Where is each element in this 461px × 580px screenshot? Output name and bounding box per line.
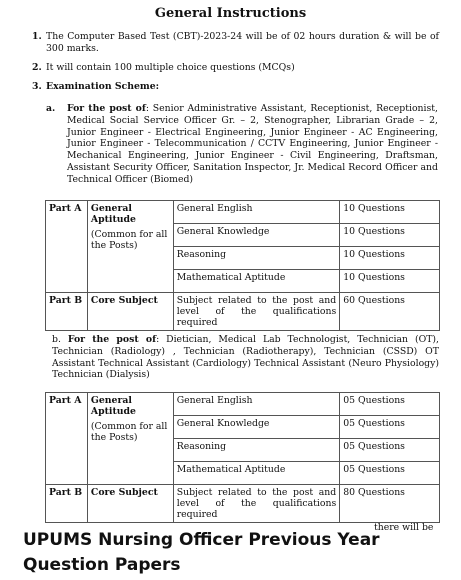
table-a-core-desc: Subject related to the post and level of the qualifications required [173,293,339,331]
table-a-subject-4: Mathematical Aptitude [173,270,339,293]
table-a-core-questions: 60 Questions [340,293,440,331]
table-a-group-note: (Common for all the Posts) [90,229,168,251]
table-a-questions-3: 10 Questions [340,247,440,270]
section-a-posts-paragraph [67,103,438,186]
table-a-questions-2: 10 Questions [340,224,440,247]
table-b-group-cell [87,393,173,485]
section-b-marker: b. [52,334,61,345]
table-b-core-label: Core Subject [87,485,173,523]
table-b-part-b-label: Part B [46,485,88,523]
scheme-table-a [45,200,440,331]
section-a-marker: a. [46,103,56,114]
section-a-posts: : Senior Administrative Assistant, Receptionist, Receptionist, Medical Social Service Officer Gr. – 2, Stenographer, Librarian Grade – 2, Junior Engineer - Electrical Engineering, Junior Engineer - AC Engineering, Junior Engineer - Telecommunication / CCTV Engineering, Junior Engineer - Mechanical Engineering, Junior Engineer - Civil Engineering, Draftsman, Assistant Security Officer, Sanitation Inspector, Jr. Medical Record Officer and Technical Officer (Biomed) [67,103,438,185]
scheme-table-b [45,392,440,523]
section-b-posts: : Dietician, Medical Lab Technologist, Technician (OT), Technician (Radiology) , Technician (Radiotherapy), Technician (CSSD) OT Assistant Technical Assistant (Cardiology) Technical Assistant (Neuro Physiology) Technician (Dialysis) [52,334,439,381]
page-title: General Instructions [154,6,307,21]
table-a-part-b-label: Part B [46,293,88,331]
item-1-number: 1. [32,31,42,42]
item-1-text: The Computer Based Test (CBT)-2023-24 will be of 02 hours duration & will be of 300 marks. [46,31,439,54]
footer-fragment: there will be [374,522,434,533]
table-b-core-questions: 80 Questions [340,485,440,523]
section-a-lead: For the post of [67,103,146,114]
table-b-subject-2: General Knowledge [173,416,339,439]
table-b-questions-1: 05 Questions [340,393,440,416]
item-3-number: 3. [32,81,42,92]
table-b-questions-2: 05 Questions [340,416,440,439]
table-a-subject-2: General Knowledge [173,224,339,247]
table-a-subject-1: General English [173,201,339,224]
section-b-lead: For the post of [67,334,157,345]
table-a-group-cell [87,201,173,293]
table-b-core-desc: Subject related to the post and level of the qualifications required [173,485,339,523]
table-b-subject-4: Mathematical Aptitude [173,462,339,485]
table-b-part-a-label: Part A [46,393,88,485]
table-a-questions-4: 10 Questions [340,270,440,293]
table-a-part-a-label: Part A [46,201,88,293]
table-b-subject-3: Reasoning [173,439,339,462]
item-3-text: Examination Scheme: [46,81,160,92]
table-b-subject-1: General English [173,393,339,416]
banner-line-1: UPUMS Nursing Officer Previous Year [23,530,380,550]
table-b-group-note: (Common for all the Posts) [90,421,168,443]
section-b-paragraph [52,334,439,381]
table-b-questions-3: 05 Questions [340,439,440,462]
table-a-core-label: Core Subject [87,293,173,331]
table-b-questions-4: 05 Questions [340,462,440,485]
table-a-questions-1: 10 Questions [340,201,440,224]
banner-line-2: Question Papers [23,555,181,575]
table-a-subject-3: Reasoning [173,247,339,270]
table-b-group-label: General Aptitude [90,395,136,417]
item-2-number: 2. [32,62,42,73]
item-2-text: It will contain 100 multiple choice questions (MCQs) [46,62,295,73]
table-a-group-label: General Aptitude [90,203,136,225]
